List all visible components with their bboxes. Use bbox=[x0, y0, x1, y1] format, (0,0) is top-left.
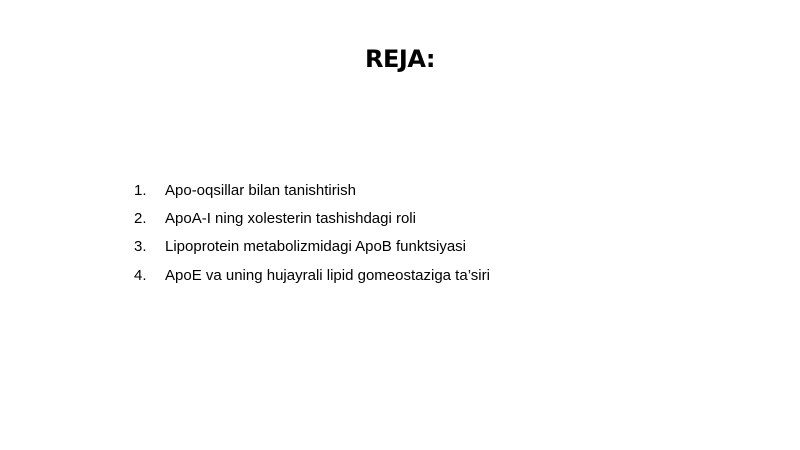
plan-item-text: Apo-oqsillar bilan tanishtirish bbox=[165, 181, 356, 199]
plan-list bbox=[134, 176, 490, 289]
plan-item bbox=[134, 204, 490, 232]
plan-item-text: ApoE va uning hujayrali lipid gomeostaziga ta’siri bbox=[165, 266, 490, 284]
plan-item bbox=[134, 176, 490, 204]
plan-item-number: 1. bbox=[134, 181, 147, 199]
plan-item-number: 4. bbox=[134, 266, 147, 284]
plan-item-number: 3. bbox=[134, 238, 147, 256]
plan-item-number: 2. bbox=[134, 209, 147, 227]
plan-item-text: Lipoprotein metabolizmidagi ApoB funktsiyasi bbox=[165, 238, 467, 256]
slide-title: REJA: bbox=[365, 45, 435, 73]
plan-item-text: ApoA-I ning xolesterin tashishdagi roli bbox=[165, 209, 416, 227]
plan-item bbox=[134, 233, 490, 261]
plan-item bbox=[134, 261, 490, 289]
